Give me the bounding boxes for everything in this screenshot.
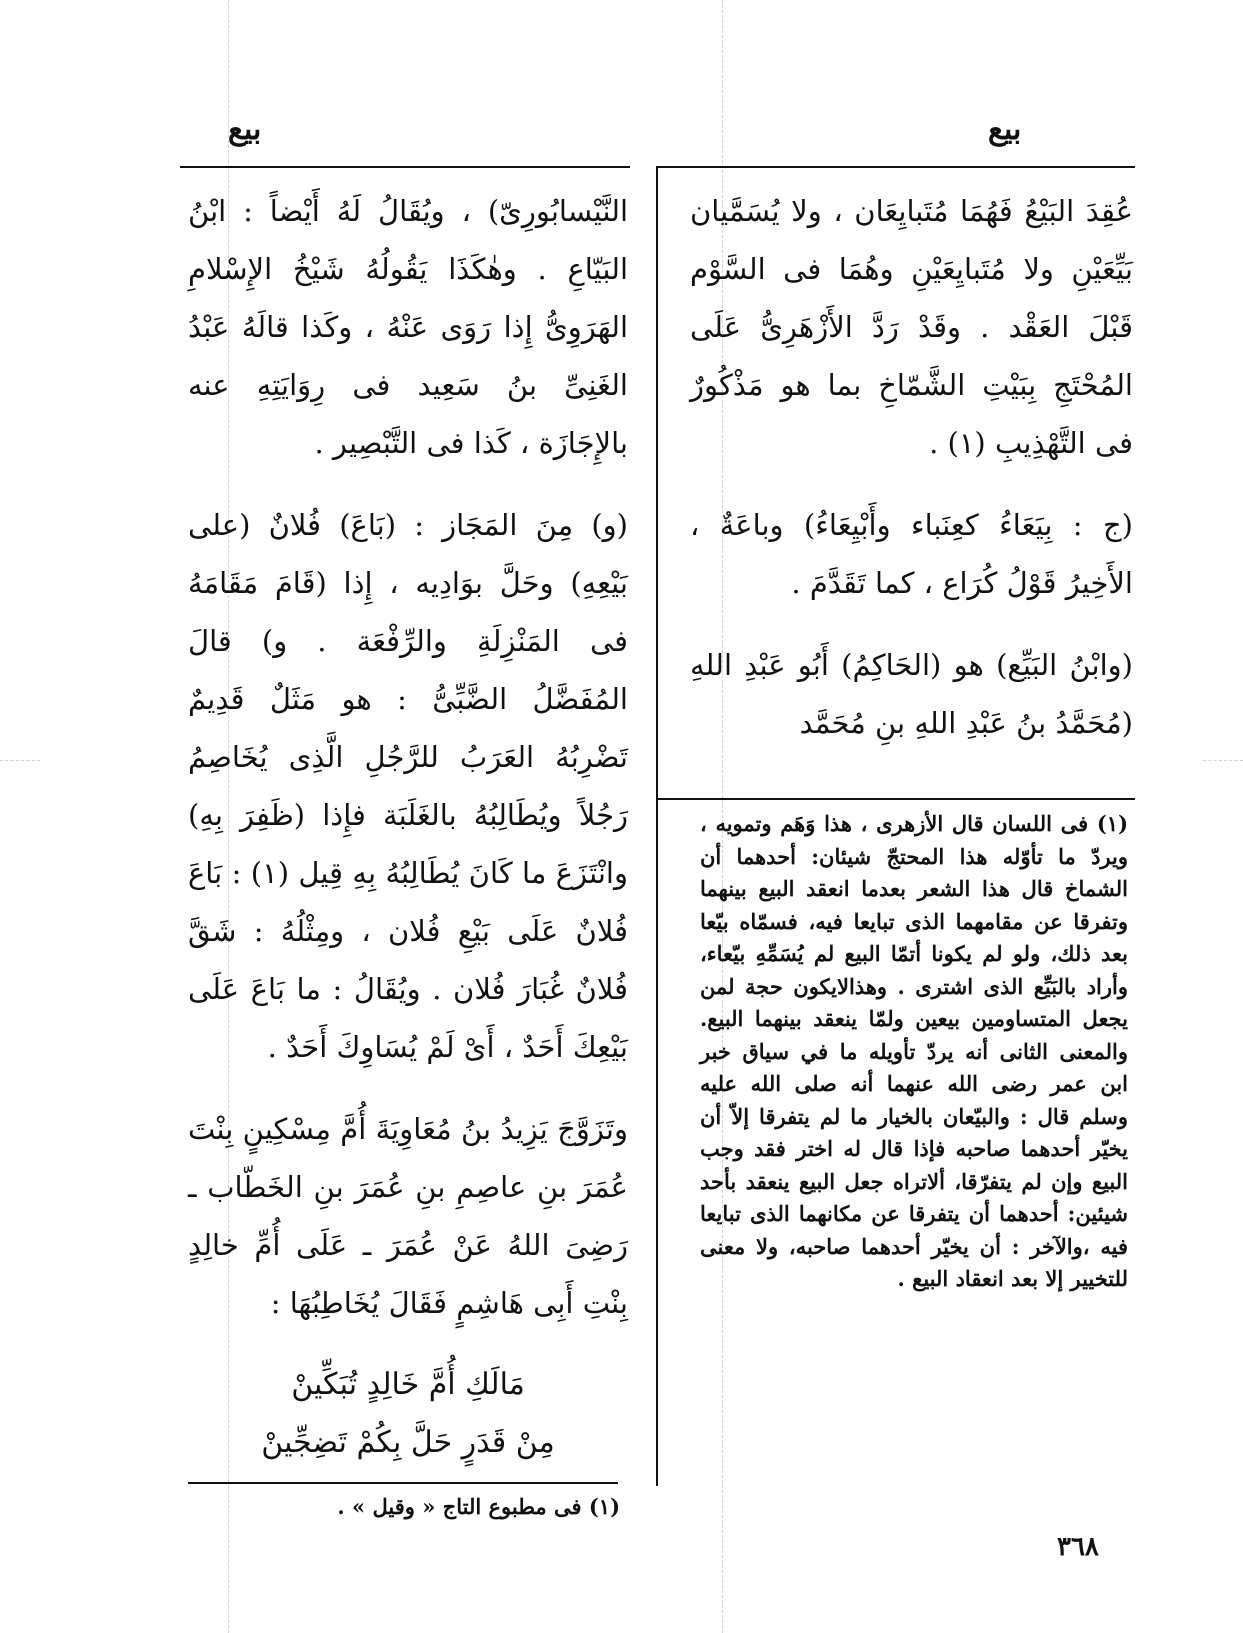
header-rule-right xyxy=(657,166,1135,168)
running-header-left: بيع xyxy=(228,112,262,147)
left-paragraph-3: وتَزَوَّجَ يَزِيدُ بنُ مُعَاوِيَةَ أُمَّ مِسْكِينٍ بِنْتَ عُمَرَ بنِ عاصِمِ بنِ عُمَرَ بنِ الخَطّاب ـ رَضِىَ اللهُ عَنْ عُمَرَ ـ عَلَى أُمِّ خالِدٍ بِنْتِ أَبِى هَاشِمٍ فَقَالَ يُخَاطِبُهَا : xyxy=(188,1112,628,1320)
right-paragraph-3: (وابْنُ البَيِّع) هو (الحَاكِمُ) أَبُو عَبْدِ اللهِ (مُحَمَّدُ بنُ عَبْدِ اللهِ بنِ مُحَمَّد xyxy=(690,648,1133,740)
left-column-text xyxy=(188,182,628,1472)
left-footnote-rule xyxy=(188,1482,618,1484)
right-paragraph-2: (ج : بِيَعَاءُ كعِنَباء وأَبْيِعَاءُ) وباعَةٌ ، الأَخِيرُ قَوْلُ كُرَاع ، كما تَقَدَّمَ . xyxy=(690,508,1133,600)
left-paragraph-1: النَّيْسابُورِىّ) ، ويُقَالُ لَهُ أَيْضاً : ابْنُ البَيّاعِ . وهٰكَذَا يَقُولُهُ شَيْخُ الإِسْلامِ الهَرَوِىُّ إِذا رَوَى عَنْهُ ، وكَذا قالَهُ عَبْدُ الغَنِىِّ بنُ سَعِيد فى رِوَايَتِهِ عنه بالإِجَازَة ، كَذا فى التَّبْصِير . xyxy=(188,194,628,460)
page-number: ٣٦٨ xyxy=(1057,1532,1099,1562)
right-footnote: (١) فى اللسان قال الأزهرى ، هذا وَهَم وتمويه ، ويردّ ما تأوّله هذا المحتجّ شيئان: أحدهما أن الشماخ قال هذا الشعر بعدما انعقد البيع بينهما وتفرقا عن مقامهما الذى تبايعا فيه، فسمّاه بيّعا بعد ذلك، ولو لم يكونا أتمّا البيع لم يُسَمِّهِ بيّعاء، وأراد بالبَيِّع الذى اشترى . وهذالايكون حجة لمن يجعل المتساومين بيعين ولمّا ينعقد بينهما البيع. والمعنى الثانى أنه يردّ تأويله ما في سياق خبر ابن عمر رضى الله عنهما أنه صلى الله عليه وسلم قال : والبيّعان بالخيار ما لم يتفرقا إلاّ أن يخيّر أحدهما صاحبه فإذا قال له اختر فقد وجب البيع وإن لم يتفرّقا، ألاتراه جعل البيع ينعقد بأحد شيئين: أحدهما أن يتفرقا عن مكانهما الذى تبايعا فيه ،والآخر : أن يخيّر أحدهما صاحبه، ولا معنى للتخيير إلا بعد انعقاد البيع . xyxy=(700,811,1128,1291)
scan-guide-tick xyxy=(0,760,40,761)
verse-line-1: مَالَكِ أُمَّ خَالِدٍ تُبَكِّينْ xyxy=(291,1367,525,1402)
running-header-right: بيع xyxy=(988,112,1022,147)
poem-verse xyxy=(188,1356,628,1472)
scan-guide-tick xyxy=(1203,760,1243,761)
right-column-text xyxy=(690,182,1133,776)
left-footnote: (١) فى مطبوع التاج « وقيل » . xyxy=(337,1494,620,1519)
right-paragraph-1: عُقِدَ البَيْعُ فَهُمَا مُتَبايِعَان ، ولا يُسَمَّيان بَيِّعَيْنِ ولا مُتَبايِعَيْنِ وهُمَا فى السَّوْم قَبْلَ العَقْد . وقَدْ رَدَّ الأَزْهَرِىُّ عَلَى المُحْتَجِ بِبَيْتِ الشَّمّاخِ بما هو مَذْكُورٌ فى التَّهْذِيبِ (١) . xyxy=(690,194,1133,460)
verse-line-2: مِنْ قَدَرٍ حَلَّ بِكُمْ تَضِجِّينْ xyxy=(261,1425,555,1460)
left-paragraph-2: (و) مِنَ المَجَاز : (بَاعَ) فُلانٌ (على بَيْعِهِ) وحَلَّ بوَادِيه ، إِذا (قَامَ مَقَامَهُ فى المَنْزِلَةِ والرِّفْعَة . و) قالَ المُفَضَّلُ الضَّبِّىُّ : هو مَثَلٌ قَدِيمٌ تَضْرِبُهُ العَرَبُ للرَّجُلِ الَّذِى يُخَاصِمُ رَجُلاً ويُطَالِبُهُ بالغَلَبَة فإِذا (ظَفِرَ بِهِ) وانْتَزَعَ ما كَانَ يُطَالِبُهُ بِهِ قِيل (١) : بَاعَ فُلانٌ عَلَى بَيْعِ فُلان ، ومِثْلُهُ : شَقَّ فُلانٌ غُبَارَ فُلان . ويُقَالُ : ما بَاعَ عَلَى بَيْعِكَ أَحَدٌ ، أَىْ لَمْ يُسَاوِكَ أَحَدٌ . xyxy=(188,508,628,1064)
column-divider xyxy=(656,166,658,1486)
right-footnote-rule xyxy=(657,798,1135,800)
header-rule-left xyxy=(180,166,630,168)
